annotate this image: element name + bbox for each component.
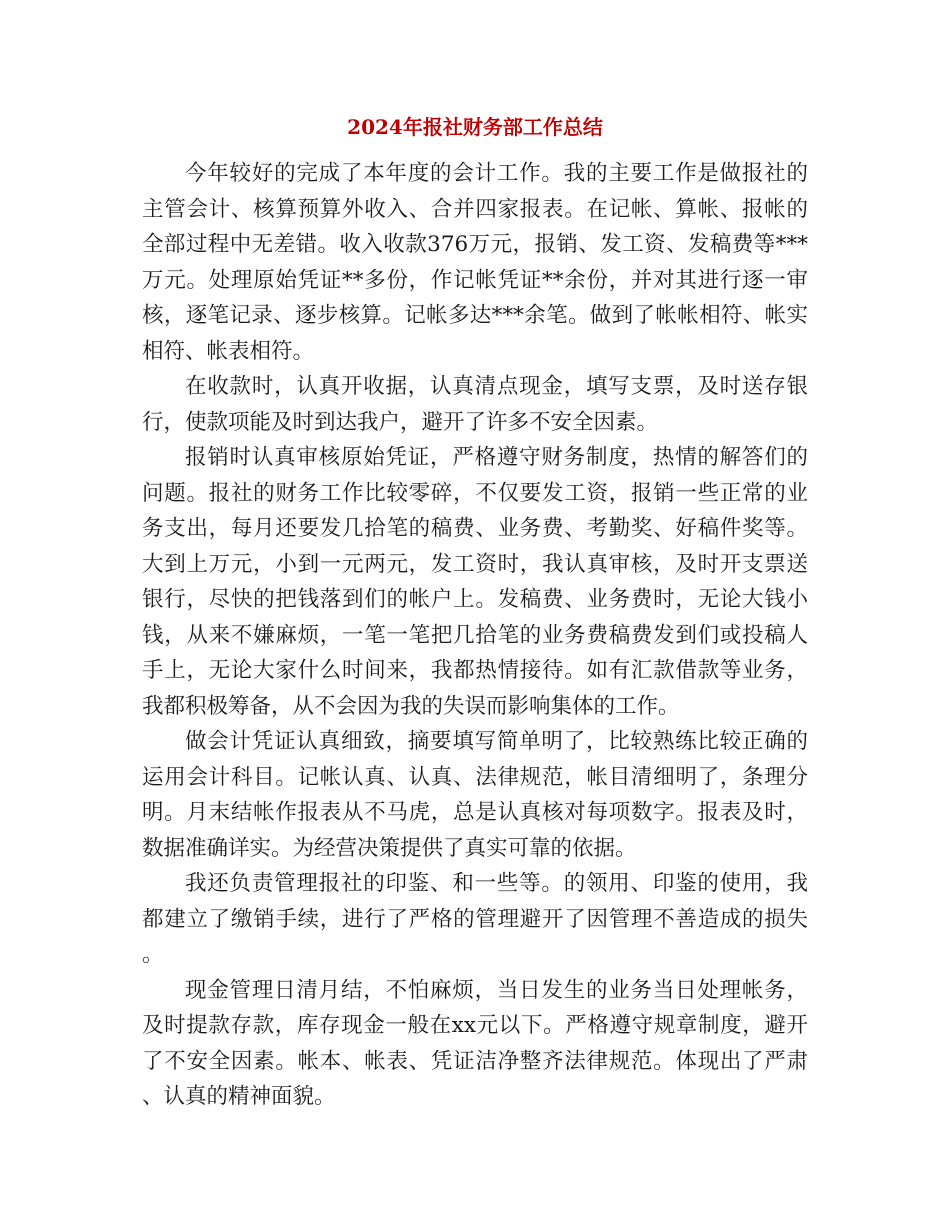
paragraph-2: 在收款时，认真开收据，认真清点现金，填写支票，及时送存银行，使款项能及时到达我户，避开了许多不安全因素。 [142, 374, 808, 435]
paragraph-5: 我还负责管理报社的印鉴、和一些等。的领用、印鉴的使用，我都建立了缴销手续，进行了严格的管理避开了因管理不善造成的损失。 [142, 871, 808, 967]
paragraph-1: 今年较好的完成了本年度的会计工作。我的主要工作是做报社的主管会计、核算预算外收入、合并四家报表。在记帐、算帐、报帐的全部过程中无差错。收入收款376万元，报销、发工资、发稿费等***万元。处理原始凭证**多份，作记帐凭证**余份，并对其进行逐一审核，逐笔记录、逐步核算。记帐多达***余笔。做到了帐帐相符、帐实相符、帐表相符。 [142, 161, 808, 364]
paragraph-6: 现金管理日清月结，不怕麻烦，当日发生的业务当日处理帐务，及时提款存款，库存现金一般在xx元以下。严格遵守规章制度，避开了不安全因素。帐本、帐表、凭证洁净整齐法律规范。体现出了严肃、认真的精神面貌。 [142, 977, 808, 1109]
document-title: 2024年报社财务部工作总结 [347, 115, 603, 139]
document-body [142, 156, 808, 1115]
paragraph-4: 做会计凭证认真细致，摘要填写简单明了，比较熟练比较正确的运用会计科目。记帐认真、认真、法律规范，帐目清细明了，条理分明。月末结帐作报表从不马虎，总是认真核对每项数字。报表及时，数据准确详实。为经营决策提供了真实可靠的依据。 [142, 729, 808, 861]
paragraph-3: 报销时认真审核原始凭证，严格遵守财务制度，热情的解答们的问题。报社的财务工作比较零碎，不仅要发工资，报销一些正常的业务支出，每月还要发几拾笔的稿费、业务费、考勤奖、好稿件奖等。大到上万元，小到一元两元，发工资时，我认真审核，及时开支票送银行，尽快的把钱落到们的帐户上。发稿费、业务费时，无论大钱小钱，从来不嫌麻烦，一笔一笔把几拾笔的业务费稿费发到们或投稿人手上，无论大家什么时间来，我都热情接待。如有汇款借款等业务，我都积极筹备，从不会因为我的失误而影响集体的工作。 [142, 445, 808, 719]
